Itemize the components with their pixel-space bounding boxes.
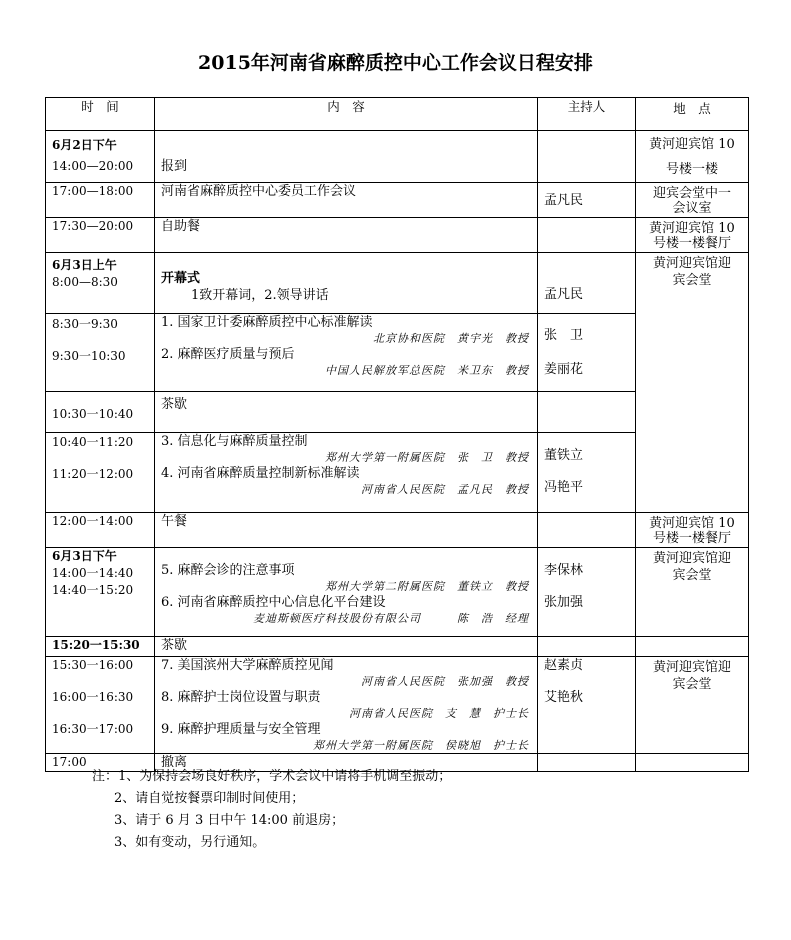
speaker-line: 北京协和医院 黄宇光 教授 — [373, 332, 529, 345]
agenda-item: 8. 麻醉护士岗位设置与职责 — [161, 690, 321, 705]
speaker-line: 郑州大学第一附属医院 侯晓旭 护士长 — [313, 739, 529, 752]
agenda-item: 4. 河南省麻醉质量控制新标准解读 — [161, 466, 360, 481]
location-line: 宾会堂 — [672, 568, 712, 583]
location-line: 黄河迎宾馆迎 — [652, 551, 731, 566]
host-name: 艾艳秋 — [544, 690, 584, 705]
table-row — [46, 657, 749, 754]
table-row — [46, 548, 749, 637]
time-slot: 17:00—18:00 — [46, 183, 155, 218]
agenda-item-title: 开幕式 — [161, 271, 201, 286]
time-slot: 14:00—20:00 — [52, 159, 134, 173]
location-line: 号楼一楼餐厅 — [652, 531, 731, 546]
speaker-line: 郑州大学第二附属医院 董铁立 教授 — [325, 580, 529, 593]
location-line: 会议室 — [672, 201, 712, 216]
agenda-item: 茶歇 — [155, 392, 538, 433]
host-name: 姜丽花 — [544, 362, 584, 377]
agenda-item: 2. 麻醉医疗质量与预后 — [161, 347, 295, 362]
notes-section — [92, 766, 451, 854]
time-slot: 9:30一10:30 — [52, 349, 126, 363]
time-slot: 17:00 — [46, 754, 155, 772]
agenda-item-detail: 1致开幕词，2.领导讲话 — [191, 288, 329, 303]
host-name: 冯艳平 — [544, 480, 584, 495]
table-row — [46, 637, 749, 657]
location-line: 黄河迎宾馆迎 — [652, 256, 731, 271]
time-slot: 8:30一9:30 — [52, 317, 118, 331]
speaker-line: 郑州大学第一附属医院 张 卫 教授 — [325, 451, 529, 464]
time-slot: 10:40一11:20 — [52, 435, 134, 449]
host-name: 孟凡民 — [538, 183, 636, 218]
speaker-line: 麦迪斯顿医疗科技股份有限公司 陈 浩 经理 — [253, 612, 529, 625]
time-slot: 11:20一12:00 — [52, 467, 134, 481]
host-name: 张加强 — [544, 595, 584, 610]
time-slot: 10:30一10:40 — [46, 392, 155, 433]
table-row — [46, 183, 749, 218]
host-name: 孟凡民 — [544, 287, 584, 302]
location-line: 黄河迎宾馆 10 — [649, 516, 735, 531]
table-row — [46, 513, 749, 548]
time-slot: 14:00一14:40 — [52, 566, 134, 580]
location-line: 号楼一楼 — [665, 162, 718, 177]
host-name: 李保林 — [544, 563, 584, 578]
agenda-item: 午餐 — [155, 513, 538, 548]
table-row — [46, 253, 749, 314]
agenda-item: 3. 信息化与麻醉质量控制 — [161, 434, 308, 449]
location-line: 宾会堂 — [672, 273, 712, 288]
agenda-item: 报到 — [161, 159, 188, 174]
agenda-item: 1. 国家卫计委麻醉质控中心标准解读 — [161, 315, 373, 330]
header-host: 主持人 — [538, 98, 636, 131]
day-label: 6月3日上午 — [52, 258, 117, 272]
header-content: 内 容 — [155, 98, 538, 131]
location-line: 黄河迎宾馆 10 — [649, 137, 735, 152]
time-slot: 16:00一16:30 — [52, 690, 134, 704]
time-slot: 17:30—20:00 — [46, 218, 155, 253]
agenda-item: 9. 麻醉护理质量与安全管理 — [161, 722, 321, 737]
location-line: 黄河迎宾馆 10 — [649, 221, 735, 236]
location-line: 宾会堂 — [672, 677, 712, 692]
agenda-item: 6. 河南省麻醉质控中心信息化平台建设 — [161, 595, 386, 610]
time-slot: 16:30一17:00 — [52, 722, 134, 736]
table-header-row — [46, 98, 749, 131]
time-slot: 12:00一14:00 — [46, 513, 155, 548]
schedule-table — [45, 97, 749, 772]
time-slot: 15:20一15:30 — [46, 637, 155, 657]
speaker-line: 河南省人民医院 支 慧 护士长 — [349, 707, 529, 720]
location-line: 号楼一楼餐厅 — [652, 236, 731, 251]
agenda-item: 撤离 — [155, 754, 538, 772]
location-line: 迎宾会堂中一 — [652, 186, 731, 201]
host-name: 张 卫 — [544, 328, 584, 343]
table-row — [46, 218, 749, 253]
day-label: 6月2日下午 — [52, 138, 117, 152]
note-line: 注：1、为保持会场良好秩序，学术会议中请将手机调至振动； — [92, 769, 452, 784]
time-slot: 15:30一16:00 — [52, 658, 134, 672]
speaker-line: 中国人民解放军总医院 米卫东 教授 — [325, 364, 529, 377]
note-line: 2、请自觉按餐票印制时间使用； — [114, 791, 305, 806]
speaker-line: 河南省人民医院 张加强 教授 — [361, 675, 529, 688]
header-time: 时 间 — [46, 98, 155, 131]
day-label: 6月3日下午 — [52, 549, 117, 563]
time-slot: 8:00—8:30 — [52, 275, 118, 289]
page-title: 2015年河南省麻醉质控中心工作会议日程安排 — [198, 52, 593, 74]
table-row — [46, 131, 749, 183]
location-line: 黄河迎宾馆迎 — [652, 660, 731, 675]
agenda-item: 自助餐 — [155, 218, 538, 253]
host-name: 赵素贞 — [544, 658, 584, 673]
speaker-line: 河南省人民医院 孟凡民 教授 — [361, 483, 529, 496]
agenda-item: 5. 麻醉会诊的注意事项 — [161, 563, 295, 578]
note-line: 3、如有变动，另行通知。 — [114, 835, 266, 850]
agenda-item: 茶歇 — [155, 637, 538, 657]
host-name: 董铁立 — [544, 448, 584, 463]
note-line: 3、请于 6 月 3 日中午 14:00 前退房； — [114, 813, 345, 828]
time-slot: 14:40一15:20 — [52, 583, 134, 597]
agenda-item: 7. 美国滨州大学麻醉质控见闻 — [161, 658, 334, 673]
header-location: 地 点 — [636, 98, 749, 131]
agenda-item: 河南省麻醉质控中心委员工作会议 — [155, 183, 538, 218]
